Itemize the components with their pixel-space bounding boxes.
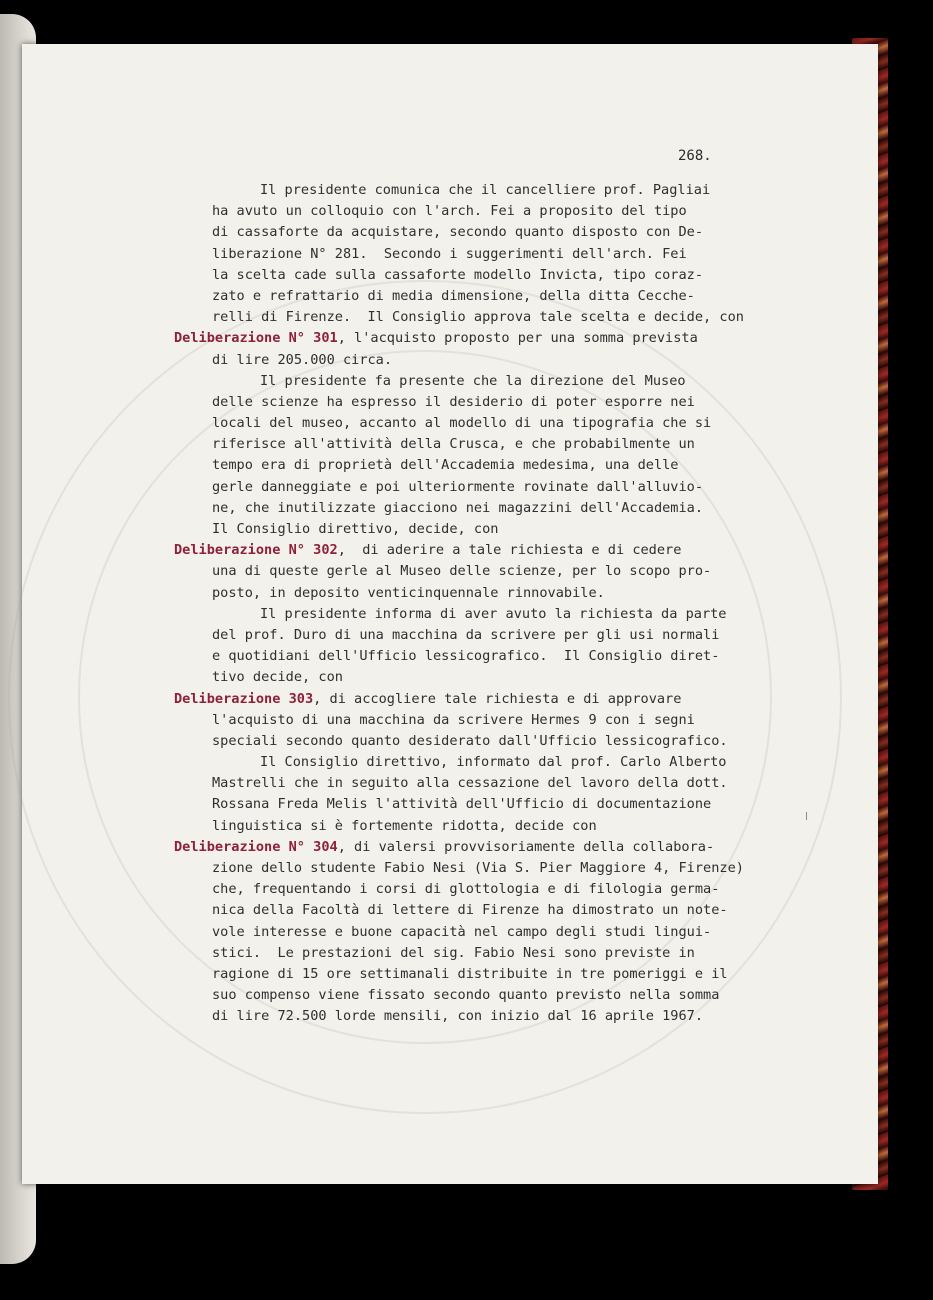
line-text: ragione di 15 ore settimanali distribuite in tre pomeriggi e il bbox=[212, 965, 728, 982]
deliberation-label: Deliberazione N° 301 bbox=[174, 330, 338, 347]
text-line bbox=[174, 625, 814, 646]
line-text: riferisce all'attività della Crusca, e che probabilmente un bbox=[212, 436, 695, 453]
deliberation-line bbox=[174, 540, 814, 561]
text-line bbox=[174, 413, 814, 434]
text-line bbox=[174, 667, 814, 688]
text-line bbox=[174, 773, 814, 794]
text-line bbox=[174, 201, 814, 222]
line-text: di lire 205.000 circa. bbox=[212, 351, 393, 368]
line-text: Mastrelli che in seguito alla cessazione del lavoro della dott. bbox=[212, 775, 728, 792]
text-line bbox=[174, 286, 814, 307]
line-text: , l'acquisto proposto per una somma prevista bbox=[337, 330, 698, 347]
line-text: Il presidente comunica che il cancelliere prof. Pagliai bbox=[260, 182, 711, 198]
margin-mark bbox=[806, 812, 807, 820]
line-text: nica della Facoltà di lettere di Firenze ha dimostrato un note- bbox=[212, 902, 728, 919]
line-text: zato e refrattario di media dimensione, della ditta Cecche- bbox=[212, 287, 695, 304]
line-text: locali del museo, accanto al modello di una tipografia che si bbox=[212, 415, 712, 432]
line-text: la scelta cade sulla cassaforte modello Invicta, tipo coraz- bbox=[212, 266, 704, 283]
line-text: relli di Firenze. Il Consiglio approva tale scelta e decide, con bbox=[212, 309, 744, 326]
line-text: posto, in deposito venticinquennale rinnovabile. bbox=[212, 584, 605, 601]
text-line bbox=[174, 731, 814, 752]
line-text: , di aderire a tale richiesta e di cedere bbox=[337, 542, 682, 559]
text-line bbox=[174, 222, 814, 243]
text-line bbox=[174, 879, 814, 900]
text-line bbox=[174, 561, 814, 582]
text-line bbox=[174, 265, 814, 286]
body-text bbox=[174, 180, 814, 1028]
text-line bbox=[174, 434, 814, 455]
text-line bbox=[174, 752, 814, 773]
line-text: , di accogliere tale richiesta e di approvare bbox=[313, 690, 682, 707]
deliberation-label: Deliberazione 303 bbox=[174, 690, 314, 707]
line-text: Il Consiglio direttivo, decide, con bbox=[212, 521, 499, 537]
line-text: ne, che inutilizzate giacciono nei magazzini dell'Accademia. bbox=[212, 499, 704, 516]
line-text: di lire 72.500 lorde mensili, con inizio dal 16 aprile 1967. bbox=[212, 1008, 704, 1025]
text-line bbox=[174, 244, 814, 265]
line-text: di cassaforte da acquistare, secondo quanto disposto con De- bbox=[212, 224, 704, 241]
deliberation-label: Deliberazione N° 302 bbox=[174, 542, 338, 559]
line-text: delle scienze ha espresso il desiderio di poter esporre nei bbox=[212, 393, 695, 410]
deliberation-line bbox=[174, 837, 814, 858]
text-line bbox=[174, 922, 814, 943]
text-line bbox=[174, 477, 814, 498]
line-text: del prof. Duro di una macchina da scrivere per gli usi normali bbox=[212, 626, 720, 643]
line-text: liberazione N° 281. Secondo i suggerimenti dell'arch. Fei bbox=[212, 245, 687, 262]
line-text: suo compenso viene fissato secondo quanto previsto nella somma bbox=[212, 987, 720, 1004]
text-line bbox=[174, 858, 814, 879]
line-text: Il presidente informa di aver avuto la richiesta da parte bbox=[260, 605, 727, 622]
text-line bbox=[174, 583, 814, 604]
line-text: tivo decide, con bbox=[212, 669, 343, 686]
line-text: stici. Le prestazioni del sig. Fabio Nesi sono previste in bbox=[212, 944, 695, 961]
line-text: tempo era di proprietà dell'Accademia medesima, una delle bbox=[212, 457, 679, 474]
deliberation-label: Deliberazione N° 304 bbox=[174, 838, 338, 855]
text-line bbox=[174, 794, 814, 815]
text-line bbox=[174, 943, 814, 964]
page-number: 268. bbox=[678, 148, 712, 164]
text-line bbox=[174, 604, 814, 625]
text-line bbox=[174, 392, 814, 413]
text-line bbox=[174, 371, 814, 392]
text-line bbox=[174, 455, 814, 476]
text-line bbox=[174, 180, 814, 201]
line-text: che, frequentando i corsi di glottologia e di filologia germa- bbox=[212, 881, 720, 898]
line-text: vole interesse e buone capacità nel campo degli studi lingui- bbox=[212, 923, 712, 940]
text-line bbox=[174, 498, 814, 519]
text-line bbox=[174, 900, 814, 921]
line-text: zione dello studente Fabio Nesi (Via S. Pier Maggiore 4, Firenze) bbox=[212, 860, 744, 876]
line-text: ha avuto un colloquio con l'arch. Fei a proposito del tipo bbox=[212, 203, 687, 220]
text-line bbox=[174, 646, 814, 667]
text-line bbox=[174, 1006, 814, 1027]
line-text: linguistica si è fortemente ridotta, decide con bbox=[212, 817, 597, 834]
text-line bbox=[174, 964, 814, 985]
text-line bbox=[174, 350, 814, 371]
text-line bbox=[174, 816, 814, 837]
text-line bbox=[174, 519, 814, 540]
line-text: e quotidiani dell'Ufficio lessicografico. Il Consiglio diret- bbox=[212, 648, 720, 665]
text-line bbox=[174, 307, 814, 328]
line-text: Il presidente fa presente che la direzione del Museo bbox=[260, 372, 686, 389]
line-text: Rossana Freda Melis l'attività dell'Ufficio di documentazione bbox=[212, 796, 712, 813]
line-text: una di queste gerle al Museo delle scienze, per lo scopo pro- bbox=[212, 563, 712, 580]
text-line bbox=[174, 710, 814, 731]
line-text: Il Consiglio direttivo, informato dal prof. Carlo Alberto bbox=[260, 754, 727, 771]
deliberation-line bbox=[174, 689, 814, 710]
line-text: gerle danneggiate e poi ulteriormente rovinate dall'alluvio- bbox=[212, 478, 704, 495]
line-text: , di valersi provvisoriamente della collabora- bbox=[337, 838, 715, 855]
line-text: speciali secondo quanto desiderato dall'Ufficio lessicografico. bbox=[212, 732, 728, 749]
deliberation-line bbox=[174, 328, 814, 349]
line-text: l'acquisto di una macchina da scrivere Hermes 9 con i segni bbox=[212, 711, 695, 728]
text-line bbox=[174, 985, 814, 1006]
